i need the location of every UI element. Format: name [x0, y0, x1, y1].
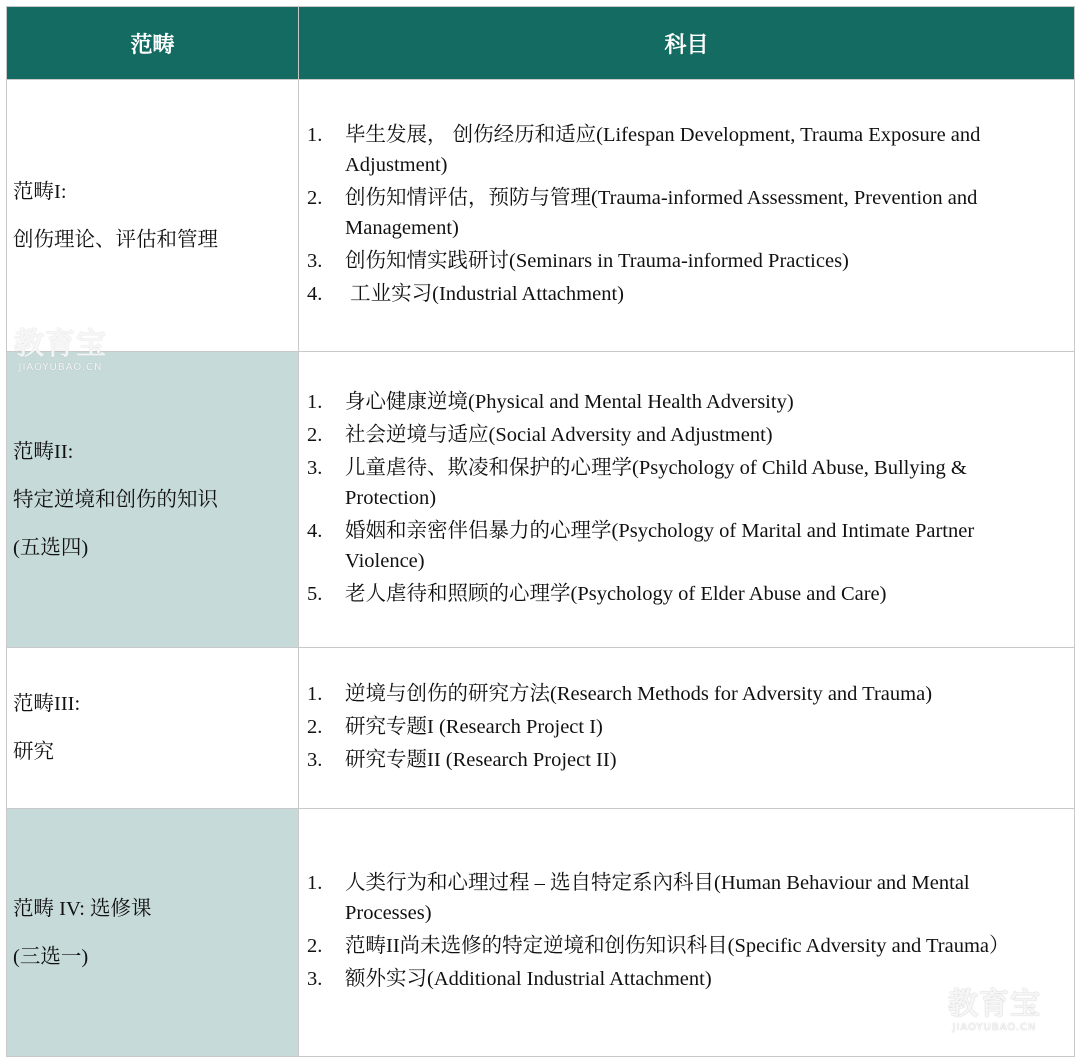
subject-list	[299, 120, 1044, 309]
subject-text: 工业实习(Industrial Attachment)	[345, 282, 624, 305]
category-label: 范畴 IV: 选修课	[13, 897, 152, 920]
category-cell	[7, 352, 299, 648]
subject-text: 逆境与创伤的研究方法(Research Methods for Adversity and Trauma)	[345, 682, 933, 705]
subject-number: 3.	[307, 748, 323, 771]
subject-item	[299, 712, 1044, 742]
subject-number: 3.	[307, 968, 323, 990]
subject-item	[299, 868, 1044, 928]
table-row	[7, 809, 1075, 1057]
subject-text: 范畴II尚未选修的特定逆境和创伤知识科目(Specific Adversity and Trauma）	[345, 935, 1010, 957]
watermark-logo-text: 教育宝	[14, 327, 107, 362]
subject-text: 创伤知情实践研讨(Seminars in Trauma-informed Practices)	[345, 249, 849, 272]
subject-text: 人类行为和心理过程 – 选自特定系內科目(Human Behaviour and Mental Processes)	[345, 872, 970, 924]
subject-number: 3.	[307, 249, 323, 272]
subject-item	[299, 453, 1044, 513]
header-row	[7, 7, 1075, 80]
subject-number: 1.	[307, 123, 323, 146]
subject-number: 1.	[307, 682, 323, 705]
subject-text: 额外实习(Additional Industrial Attachment)	[345, 968, 712, 990]
subject-item	[299, 745, 1044, 775]
subject-number: 4.	[307, 520, 323, 542]
category-note: (五选四)	[13, 536, 89, 559]
category-description: 创伤理论、评估和管理	[13, 228, 218, 251]
subject-number: 2.	[307, 186, 323, 209]
subject-number: 1.	[307, 872, 323, 894]
category-label: 范畴II:	[13, 440, 74, 463]
subject-list	[299, 387, 1044, 609]
subject-text: 婚姻和亲密伴侣暴力的心理学(Psychology of Marital and Intimate Partner Violence)	[345, 520, 975, 572]
subject-item	[299, 246, 1044, 276]
category-label: 范畴I:	[13, 180, 67, 203]
subject-number: 2.	[307, 715, 323, 738]
subject-number: 4.	[307, 282, 323, 305]
subject-text: 毕生发展， 创伤经历和适应(Lifespan Development, Trauma Exposure and Adjustment)	[345, 123, 981, 176]
subject-text: 身心健康逆境(Physical and Mental Health Adversity)	[345, 391, 794, 413]
subject-text: 老人虐待和照顾的心理学(Psychology of Elder Abuse and Care)	[345, 583, 887, 605]
subject-item	[299, 387, 1044, 417]
subject-item	[299, 679, 1044, 709]
watermark-url: JIAOYUBAO.CN	[952, 1022, 1037, 1033]
category-description: 特定逆境和创伤的知识	[13, 488, 218, 511]
header-subjects: 科目	[299, 7, 1075, 80]
watermark-url: JIAOYUBAO.CN	[18, 362, 103, 373]
subject-number: 5.	[307, 583, 323, 605]
subjects-cell	[299, 809, 1075, 1057]
category-note: (三选一)	[13, 945, 89, 968]
subject-list	[299, 868, 1044, 994]
subject-text: 社会逆境与适应(Social Adversity and Adjustment)	[345, 424, 773, 446]
subject-item	[299, 120, 1044, 180]
header-category: 范畴	[7, 7, 299, 80]
subject-number: 2.	[307, 424, 323, 446]
subject-item	[299, 183, 1044, 243]
subjects-cell	[299, 80, 1075, 352]
subject-item	[299, 931, 1044, 961]
category-cell	[7, 80, 299, 352]
subject-text: 研究专题I (Research Project I)	[345, 715, 603, 738]
table-row	[7, 648, 1075, 809]
subject-text: 研究专题II (Research Project II)	[345, 748, 617, 771]
subject-item	[299, 420, 1044, 450]
subjects-cell	[299, 352, 1075, 648]
table-row	[7, 352, 1075, 648]
subject-text: 创伤知情评估，预防与管理(Trauma-informed Assessment, Prevention and Management)	[345, 186, 978, 239]
watermark-logo-text: 教育宝	[948, 987, 1041, 1022]
category-description: 研究	[13, 741, 54, 763]
category-cell	[7, 809, 299, 1057]
subject-item	[299, 579, 1044, 609]
table-row	[7, 80, 1075, 352]
subject-item	[299, 964, 1044, 994]
curriculum-table	[6, 6, 1075, 1057]
subject-number: 1.	[307, 391, 323, 413]
category-cell	[7, 648, 299, 809]
subject-item	[299, 516, 1044, 576]
subject-number: 3.	[307, 457, 323, 479]
subject-item	[299, 279, 1044, 309]
subject-text: 儿童虐待、欺凌和保护的心理学(Psychology of Child Abuse, Bullying & Protection)	[345, 457, 967, 509]
subjects-cell	[299, 648, 1075, 809]
category-label: 范畴III:	[13, 693, 81, 715]
subject-number: 2.	[307, 935, 323, 957]
subject-list	[299, 679, 1044, 775]
